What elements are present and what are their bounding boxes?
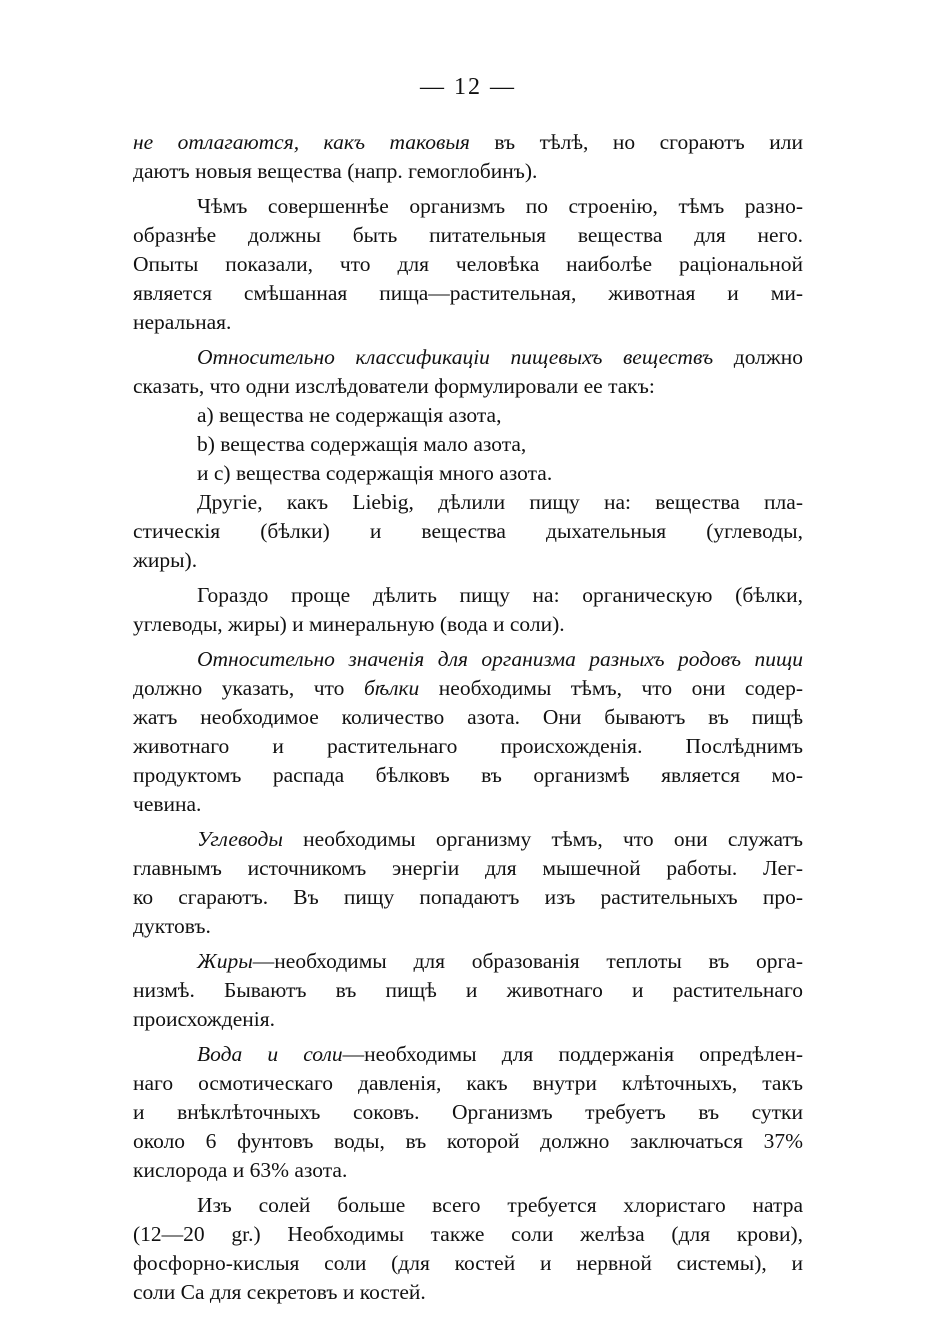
text-line	[133, 128, 803, 157]
text-line	[133, 1040, 803, 1069]
text-run: жатъ необходимое количество азота. Они бываютъ въ пищѣ	[133, 705, 803, 729]
text-run: сказать, что одни изслѣдователи формулировали ее такъ:	[133, 374, 655, 398]
text-line	[133, 703, 803, 732]
text-line	[133, 517, 803, 546]
text-line	[133, 1005, 803, 1034]
italic-term: Жиры	[197, 949, 253, 973]
text-line	[133, 1127, 803, 1156]
italic-term: не отлагаются, какъ таковыя	[133, 130, 470, 154]
paragraph	[133, 343, 803, 401]
text-run: фосфорно-кислыя соли (для костей и нервной системы), и	[133, 1251, 803, 1275]
text-run: образнѣе должны быть питательныя вещества для него.	[133, 223, 803, 247]
text-run: животнаго и растительнаго происхожденія. Послѣднимъ	[133, 734, 803, 758]
text-line	[133, 947, 803, 976]
body-text	[133, 128, 803, 1307]
text-run: —необходимы для образованія теплоты въ орга-	[252, 949, 803, 973]
text-line	[133, 401, 803, 430]
text-run: низмѣ. Бываютъ въ пищѣ и животнаго и растительнаго	[133, 978, 803, 1002]
text-run: продуктомъ распада бѣлковъ въ организмѣ является мо-	[133, 763, 803, 787]
text-line	[133, 372, 803, 401]
text-run: дуктовъ.	[133, 914, 211, 938]
text-line	[133, 825, 803, 854]
text-run: чевина.	[133, 792, 202, 816]
text-run: жиры).	[133, 548, 198, 572]
text-line	[133, 279, 803, 308]
text-line	[133, 790, 803, 819]
text-line	[133, 157, 803, 186]
text-run: углеводы, жиры) и минеральную (вода и соли).	[133, 612, 565, 636]
text-line	[133, 581, 803, 610]
text-line	[133, 883, 803, 912]
text-line	[133, 430, 803, 459]
text-run: стическія (бѣлки) и вещества дыхательныя (углеводы,	[133, 519, 803, 543]
text-line	[133, 459, 803, 488]
paragraph	[133, 488, 803, 575]
text-line	[133, 976, 803, 1005]
text-run: необходимы организму тѣмъ, что они служатъ	[282, 827, 803, 851]
text-line	[133, 1098, 803, 1127]
text-run: b) вещества содержащія мало азота,	[197, 432, 527, 456]
text-run: неральная.	[133, 310, 232, 334]
paragraph	[133, 1040, 803, 1185]
italic-term: Вода и соли	[197, 1042, 343, 1066]
text-run: является смѣшанная пища—растительная, животная и ми-	[133, 281, 803, 305]
text-line	[133, 250, 803, 279]
text-line	[133, 488, 803, 517]
text-line	[133, 761, 803, 790]
text-line	[133, 1191, 803, 1220]
paragraph	[133, 430, 803, 459]
text-line	[133, 1220, 803, 1249]
text-run: Опыты показали, что для человѣка наиболѣе раціональной	[133, 252, 803, 276]
paragraph	[133, 128, 803, 186]
text-line	[133, 1249, 803, 1278]
text-line	[133, 912, 803, 941]
page-number: — 12 —	[420, 74, 516, 100]
text-line	[133, 610, 803, 639]
paragraph	[133, 192, 803, 337]
text-run: даютъ новыя вещества (напр. гемоглобинъ).	[133, 159, 538, 183]
text-run: и внѣклѣточныхъ соковъ. Организмъ требуетъ въ сутки	[133, 1100, 803, 1124]
text-line	[133, 854, 803, 883]
text-run: около 6 фунтовъ воды, въ которой должно заключаться 37%	[133, 1129, 803, 1153]
text-run: (12—20 gr.) Необходимы также соли желѣза (для крови),	[133, 1222, 803, 1246]
paragraph	[133, 401, 803, 430]
text-run: въ тѣлѣ, но сгораютъ или	[469, 130, 803, 154]
italic-term: Относительно значенія для организма разныхъ родовъ пищи	[197, 647, 803, 671]
text-line	[133, 546, 803, 575]
text-run: происхожденія.	[133, 1007, 275, 1031]
paragraph	[133, 825, 803, 941]
text-line	[133, 732, 803, 761]
text-run: Изъ солей больше всего требуется хлористаго натра	[197, 1193, 803, 1217]
italic-term: Углеводы	[197, 827, 283, 851]
paragraph	[133, 581, 803, 639]
text-run: и c) вещества содержащія много азота.	[197, 461, 553, 485]
text-run: необходимы тѣмъ, что они содер-	[419, 676, 803, 700]
text-run: ко сгараютъ. Въ пищу попадаютъ изъ растительныхъ про-	[133, 885, 803, 909]
text-run: должно	[713, 345, 804, 369]
text-run: —необходимы для поддержанія опредѣлен-	[342, 1042, 803, 1066]
text-line	[133, 1278, 803, 1307]
text-line	[133, 645, 803, 674]
italic-term: бѣлки	[363, 676, 420, 700]
paragraph	[133, 1191, 803, 1307]
paragraph	[133, 459, 803, 488]
text-line	[133, 1156, 803, 1185]
paragraph	[133, 645, 803, 819]
text-run: Гораздо проще дѣлить пищу на: органическую (бѣлки,	[197, 583, 803, 607]
text-run: Чѣмъ совершеннѣе организмъ по строенію, тѣмъ разно-	[197, 194, 803, 218]
text-run: кислорода и 63% азота.	[133, 1158, 348, 1182]
text-line	[133, 192, 803, 221]
text-run: должно указать, что	[133, 676, 364, 700]
text-run: наго осмотическаго давленія, какъ внутри клѣточныхъ, такъ	[133, 1071, 803, 1095]
text-line	[133, 1069, 803, 1098]
text-run: главнымъ источникомъ энергіи для мышечной работы. Лег-	[133, 856, 803, 880]
paragraph	[133, 947, 803, 1034]
text-line	[133, 308, 803, 337]
text-line	[133, 343, 803, 372]
text-line	[133, 674, 803, 703]
text-run: соли Ca для секретовъ и костей.	[133, 1280, 426, 1304]
text-run: a) вещества не содержащія азота,	[197, 403, 502, 427]
text-line	[133, 221, 803, 250]
text-run: Другіе, какъ Liebig, дѣлили пищу на: вещества пла-	[197, 490, 803, 514]
italic-term: Относительно классификаціи пищевыхъ веществъ	[197, 345, 714, 369]
